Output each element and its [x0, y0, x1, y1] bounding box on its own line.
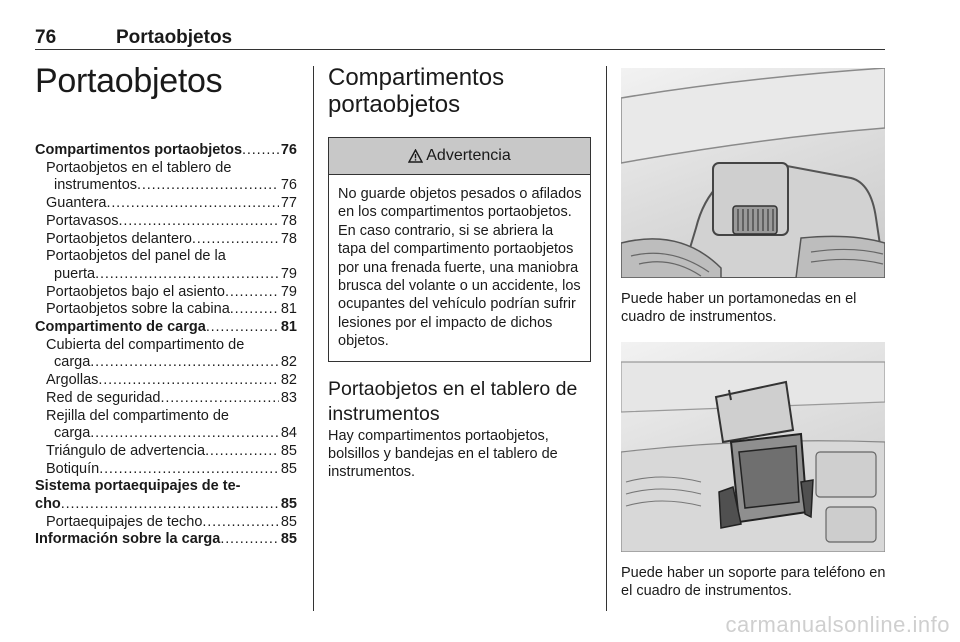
coin-holder-illustration	[621, 68, 885, 278]
caption-phone-holder: Puede haber un soporte para teléfono en el cuadro de instrumentos.	[621, 565, 886, 599]
chapter-title: Portaobjetos	[35, 62, 223, 100]
watermark: carmanualsonline.info	[725, 612, 950, 637]
toc-entry	[35, 354, 297, 372]
table-of-contents	[35, 142, 297, 549]
toc-entry-label: carga	[54, 425, 91, 442]
section-title: Portaobjetos	[116, 27, 233, 48]
toc-entry	[35, 390, 297, 408]
section-heading-line1: Compartimentos	[328, 64, 505, 91]
warning-header	[329, 138, 590, 175]
toc-entry-label: Argollas	[46, 372, 99, 389]
toc-entry	[35, 478, 297, 496]
toc-entry-label: Red de seguridad	[46, 389, 161, 406]
toc-entry-page: 84	[280, 425, 297, 442]
toc-leader-dots	[90, 425, 279, 443]
toc-leader-dots	[192, 231, 279, 249]
toc-entry-label: Portaobjetos del panel de la	[46, 248, 226, 265]
warning-triangle-icon	[408, 149, 423, 163]
toc-entry	[35, 319, 297, 337]
toc-entry-label: Portaequipajes de techo	[46, 513, 203, 530]
toc-entry-label: Botiquín	[46, 460, 100, 477]
toc-entry-page: 77	[280, 195, 297, 212]
caption-coin-holder: Puede haber un portamonedas en el cuadro de instrumentos.	[621, 291, 857, 325]
page-header	[35, 27, 885, 50]
toc-entry-page: 82	[280, 372, 297, 389]
toc-entry	[35, 284, 297, 302]
page-number: 76	[35, 27, 57, 48]
toc-leader-dots	[119, 213, 279, 231]
toc-entry-label: Portavasos	[46, 212, 119, 229]
toc-entry-page: 76	[280, 177, 297, 194]
toc-entry-page: 83	[280, 389, 297, 406]
toc-entry	[35, 461, 297, 479]
toc-entry-page: 85	[280, 460, 297, 477]
toc-entry-page: 79	[280, 283, 297, 300]
toc-entry-label: Portaobjetos sobre la cabina	[46, 301, 230, 318]
body-paragraph: Hay compartimentos portaobjetos, bolsillos y bandejas en el tablero de instrumentos.	[328, 427, 558, 480]
toc-column	[35, 62, 297, 548]
warning-text: No guarde objetos pesados o afilados en los compartimentos portaobjetos. En caso contrario, si se abriera la tapa del compartimento portaobjetos por una frenada fuerte, una maniobra brusca del volante o un accidente, los ocupantes del vehículo podrían sufrir lesiones por el impacto de dichos objetos.	[338, 186, 582, 350]
toc-leader-dots	[99, 461, 279, 479]
toc-leader-dots	[220, 531, 279, 549]
toc-leader-dots	[106, 195, 278, 213]
toc-leader-dots	[95, 266, 279, 284]
figure-column	[621, 68, 886, 600]
warning-box	[328, 137, 591, 362]
toc-leader-dots	[98, 372, 278, 390]
main-column	[328, 64, 592, 481]
toc-entry-label: Guantera	[46, 195, 107, 212]
toc-leader-dots	[61, 496, 279, 514]
toc-entry	[35, 142, 297, 160]
toc-entry-page: 81	[280, 319, 297, 336]
column-divider	[606, 66, 607, 611]
toc-entry-label: Compartimento de carga	[35, 319, 206, 336]
toc-entry-page: 78	[280, 230, 297, 247]
subheading: Portaobjetos en el tablero de instrumentos	[328, 377, 578, 425]
warning-title: Advertencia	[426, 147, 511, 164]
toc-leader-dots	[137, 177, 279, 195]
toc-entry-label: instrumentos	[54, 177, 138, 194]
toc-leader-dots	[90, 354, 279, 372]
toc-leader-dots	[206, 319, 279, 337]
toc-entry	[35, 443, 297, 461]
toc-leader-dots	[230, 301, 279, 319]
toc-entry-page: 82	[280, 354, 297, 371]
toc-entry	[35, 337, 297, 355]
toc-entry-label: cho	[35, 496, 61, 513]
toc-leader-dots	[160, 390, 278, 408]
toc-entry	[35, 266, 297, 284]
toc-leader-dots	[242, 142, 279, 160]
toc-entry	[35, 195, 297, 213]
toc-entry-page: 78	[280, 212, 297, 229]
toc-entry-page: 85	[280, 496, 297, 513]
toc-entry	[35, 213, 297, 231]
toc-entry	[35, 177, 297, 195]
toc-entry-page: 85	[280, 531, 297, 548]
toc-entry-label: Información sobre la carga	[35, 531, 221, 548]
toc-entry	[35, 514, 297, 532]
toc-entry	[35, 531, 297, 549]
toc-entry-label: Portaobjetos bajo el asiento	[46, 283, 225, 300]
toc-entry-label: Sistema portaequipajes de te-	[35, 478, 241, 495]
toc-entry-label: Portaobjetos delantero	[46, 230, 192, 247]
toc-entry	[35, 425, 297, 443]
toc-entry-label: puerta	[54, 265, 96, 282]
toc-entry-label: Rejilla del compartimento de	[46, 407, 229, 424]
toc-entry-label: Portaobjetos en el tablero de	[46, 159, 232, 176]
toc-leader-dots	[225, 284, 279, 302]
toc-entry	[35, 160, 297, 178]
toc-leader-dots	[202, 514, 278, 532]
section-heading	[328, 64, 592, 118]
toc-leader-dots	[205, 443, 279, 461]
phone-holder-illustration	[621, 342, 885, 552]
toc-entry	[35, 496, 297, 514]
toc-entry-label: Triángulo de advertencia	[46, 442, 206, 459]
toc-entry	[35, 408, 297, 426]
toc-entry-label: Cubierta del compartimento de	[46, 336, 245, 353]
toc-entry-page: 85	[280, 442, 297, 459]
toc-entry-label: Compartimentos portaobjetos	[35, 142, 243, 158]
toc-entry-page: 79	[280, 265, 297, 282]
toc-entry-label: carga	[54, 354, 91, 371]
toc-entry-page: 76	[280, 142, 297, 158]
toc-entry-page: 81	[280, 301, 297, 318]
toc-entry-page: 85	[280, 513, 297, 530]
toc-entry	[35, 231, 297, 249]
toc-entry	[35, 372, 297, 390]
toc-entry	[35, 248, 297, 266]
toc-entry	[35, 301, 297, 319]
column-divider	[313, 66, 314, 611]
section-heading-line2: portaobjetos	[328, 91, 461, 118]
